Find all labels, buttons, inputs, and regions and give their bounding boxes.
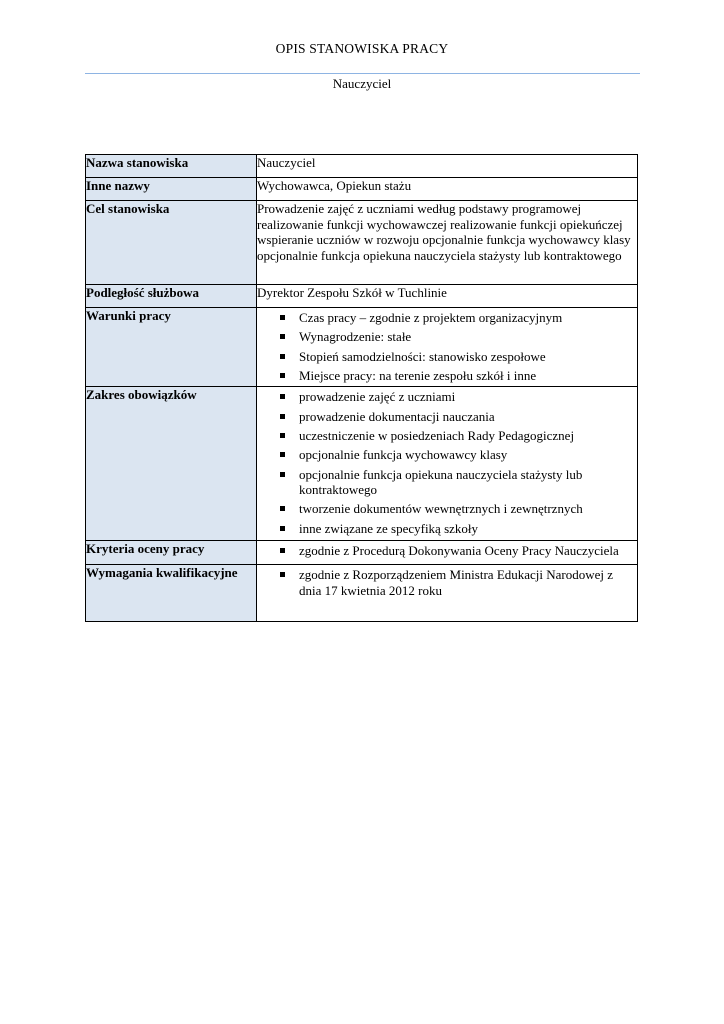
list-item: zgodnie z Procedurą Dokonywania Oceny Pracy Nauczyciela xyxy=(279,543,631,559)
row-label: Inne nazwy xyxy=(86,178,257,201)
row-label: Warunki pracy xyxy=(86,308,257,387)
list-item: inne związane ze specyfiką szkoły xyxy=(279,521,631,537)
document-subtitle: Nauczyciel xyxy=(332,76,392,91)
list-item: Stopień samodzielności: stanowisko zespołowe xyxy=(279,349,631,365)
table-row-warunki xyxy=(86,308,638,387)
row-value xyxy=(257,387,638,541)
table-row-inne xyxy=(86,178,638,201)
row-label: Zakres obowiązków xyxy=(86,387,257,541)
row-value xyxy=(257,308,638,387)
row-label: Wymagania kwalifikacyjne xyxy=(86,565,257,622)
header-divider xyxy=(85,73,640,74)
row-label: Nazwa stanowiska xyxy=(86,155,257,178)
job-description-table xyxy=(85,154,638,622)
bullet-list xyxy=(257,541,637,562)
table-row-cel xyxy=(86,201,638,285)
table-row-kryteria xyxy=(86,541,638,565)
list-item: prowadzenie zajęć z uczniami xyxy=(279,389,631,405)
list-item: tworzenie dokumentów wewnętrznych i zewnętrznych xyxy=(279,501,631,517)
bullet-list xyxy=(257,565,637,601)
row-value: Dyrektor Zespołu Szkół w Tuchlinie xyxy=(257,285,638,308)
row-value xyxy=(257,565,638,622)
row-value: Nauczyciel xyxy=(257,155,638,178)
list-item: zgodnie z Rozporządzeniem Ministra Edukacji Narodowej z dnia 17 kwietnia 2012 roku xyxy=(279,567,631,598)
list-item: Czas pracy – zgodnie z projektem organizacyjnym xyxy=(279,310,631,326)
row-value: Prowadzenie zajęć z uczniami według podstawy programowej realizowanie funkcji wychowawczej realizowanie funkcji opiekuńczej wspieranie uczniów w rozwoju opcjonalnie funkcja wychowawcy klasy opcjonalnie funkcja opiekuna nauczyciela stażysty lub kontraktowego xyxy=(257,201,638,285)
table-row-zakres xyxy=(86,387,638,541)
document-header-title: OPIS STANOWISKA PRACY xyxy=(275,41,449,56)
list-item: Wynagrodzenie: stałe xyxy=(279,329,631,345)
bullet-list xyxy=(257,308,637,386)
list-item: opcjonalnie funkcja opiekuna nauczyciela stażysty lub kontraktowego xyxy=(279,467,631,498)
row-label: Kryteria oceny pracy xyxy=(86,541,257,565)
list-item: uczestniczenie w posiedzeniach Rady Pedagogicznej xyxy=(279,428,631,444)
row-label: Podległość służbowa xyxy=(86,285,257,308)
list-item: opcjonalnie funkcja wychowawcy klasy xyxy=(279,447,631,463)
row-value: Wychowawca, Opiekun stażu xyxy=(257,178,638,201)
row-label: Cel stanowiska xyxy=(86,201,257,285)
table-row-nazwa xyxy=(86,155,638,178)
bullet-list xyxy=(257,387,637,539)
row-value xyxy=(257,541,638,565)
list-item: Miejsce pracy: na terenie zespołu szkół i inne xyxy=(279,368,631,384)
table-row-podleglosc xyxy=(86,285,638,308)
list-item: prowadzenie dokumentacji nauczania xyxy=(279,409,631,425)
table-row-wymagania xyxy=(86,565,638,622)
